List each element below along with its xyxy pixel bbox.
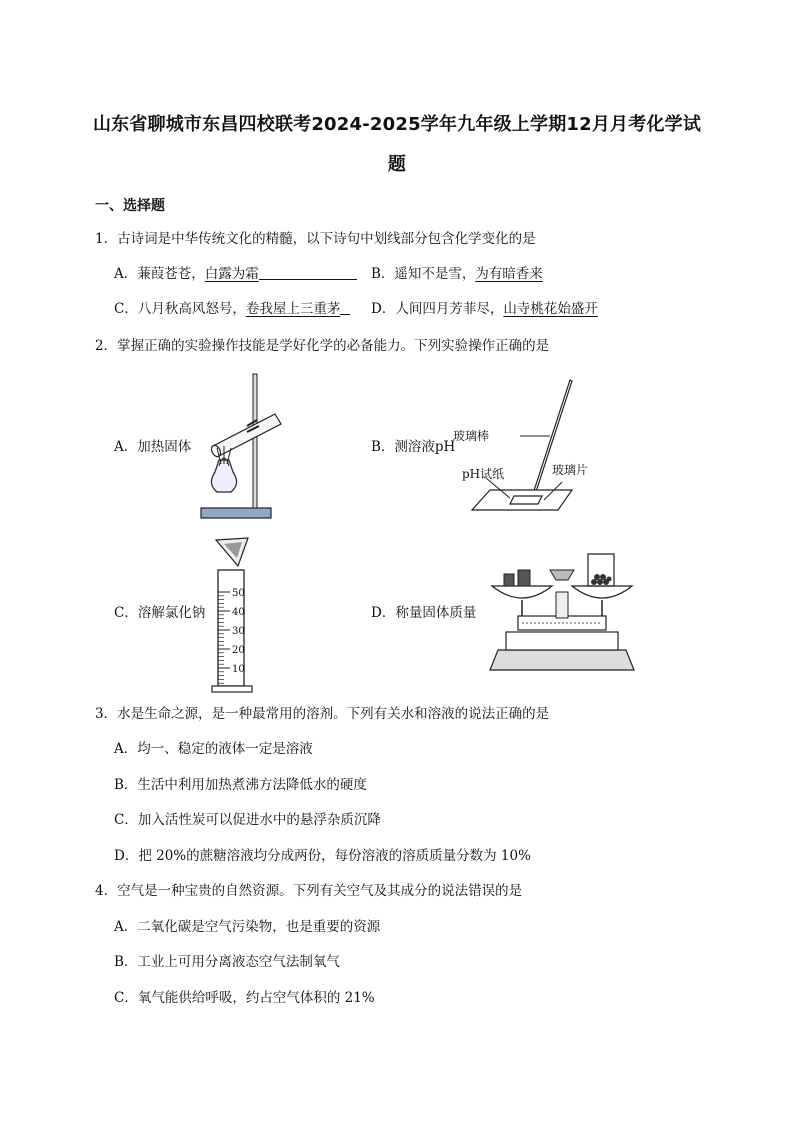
figure-dissolve-nacl	[210, 536, 280, 694]
cylinder-tick-label: 40	[232, 607, 245, 618]
question-1-stem: 1．古诗词是中华传统文化的精髓，以下诗句中划线部分包含化学变化的是	[95, 231, 536, 247]
cylinder-tick-label: 50	[232, 588, 245, 599]
exam-title-line2: 题	[387, 154, 407, 175]
stand-base	[201, 508, 271, 518]
cylinder-tick-label: 30	[232, 626, 245, 637]
glass-rod	[530, 380, 572, 504]
option-b-underlined: 为有暗香来	[475, 266, 543, 282]
question-3-stem: 3．水是生命之源，是一种最常用的溶剂。下列有关水和溶液的说法正确的是	[95, 706, 550, 722]
figure-weigh-solid	[488, 552, 636, 672]
question-3-option-c[interactable]: C．加入活性炭可以促进水中的悬浮杂质沉降	[114, 812, 381, 828]
question-4-option-c[interactable]: C．氧气能供给呼吸，约占空气体积的 21%	[114, 990, 375, 1006]
option-c-prefix: C．八月秋高风怒号，	[114, 301, 246, 317]
question-2-option-b[interactable]: B．测溶液pH	[371, 439, 456, 455]
label-ph-paper: pH试纸	[462, 467, 505, 481]
label-glass-rod: 玻璃棒	[453, 429, 490, 443]
balance-base	[490, 650, 634, 670]
section-heading: 一、选择题	[95, 198, 165, 214]
question-1-option-b[interactable]	[371, 265, 543, 283]
figure-heating-solid	[195, 372, 285, 520]
question-1-option-a[interactable]	[114, 265, 357, 283]
answer-blank	[340, 300, 350, 315]
cylinder-tick-label: 20	[232, 645, 245, 656]
question-1-option-c[interactable]	[114, 300, 350, 318]
question-4-option-a[interactable]: A．二氧化碳是空气污染物，也是重要的资源	[114, 919, 381, 935]
test-tube	[213, 414, 281, 456]
label-glass-plate: 玻璃片	[552, 463, 589, 477]
question-2-stem: 2．掌握正确的实验操作技能是学好化学的必备能力。下列实验操作正确的是	[95, 338, 550, 354]
figure-measure-ph	[453, 378, 602, 514]
right-pan	[572, 586, 632, 598]
question-3-option-d[interactable]: D．把 20%的蔗糖溶液均分成两份，每份溶液的溶质质量分数为 10%	[114, 848, 531, 864]
left-pan	[492, 586, 552, 598]
stand-rod	[253, 374, 257, 508]
question-4-stem: 4．空气是一种宝贵的自然资源。下列有关空气及其成分的说法错误的是	[95, 883, 523, 899]
solid-sample	[591, 574, 612, 585]
pointer-post	[556, 592, 568, 618]
alcohol-lamp	[211, 460, 236, 492]
question-4-option-b[interactable]: B．工业上可用分离液态空气法制氧气	[114, 954, 340, 970]
option-b-prefix: B．遥知不是雪，	[371, 266, 476, 282]
question-1-option-d[interactable]	[371, 300, 598, 318]
exam-title-line1: 山东省聊城市东昌四校联考2024-2025学年九年级上学期12月月考化学试	[92, 114, 702, 135]
option-d-prefix: D．人间四月芳菲尽，	[371, 301, 504, 317]
cylinder-base	[212, 686, 252, 692]
question-2-option-c[interactable]: C．溶解氯化钠	[114, 605, 206, 621]
weight-small	[504, 574, 514, 586]
cylinder-tick-label: 10	[232, 664, 245, 675]
option-a-prefix: A．蒹葭苍苍，	[114, 266, 205, 282]
option-c-underlined: 卷我屋上三重茅	[245, 301, 341, 317]
question-2-option-d[interactable]: D．称量固体质量	[371, 605, 477, 621]
option-a-underlined: 白露为霜	[204, 266, 259, 282]
question-2-option-a[interactable]: A．加热固体	[114, 439, 192, 455]
question-3-option-b[interactable]: B．生活中利用加热煮沸方法降低水的硬度	[114, 777, 367, 793]
option-d-underlined: 山寺桃花始盛开	[503, 301, 598, 317]
ph-paper	[510, 496, 542, 504]
weight-large	[518, 570, 530, 586]
answer-blank	[259, 265, 357, 280]
question-3-option-a[interactable]: A．均一、稳定的液体一定是溶液	[114, 741, 313, 757]
balance-body	[506, 632, 618, 650]
pointer-top	[550, 570, 574, 580]
